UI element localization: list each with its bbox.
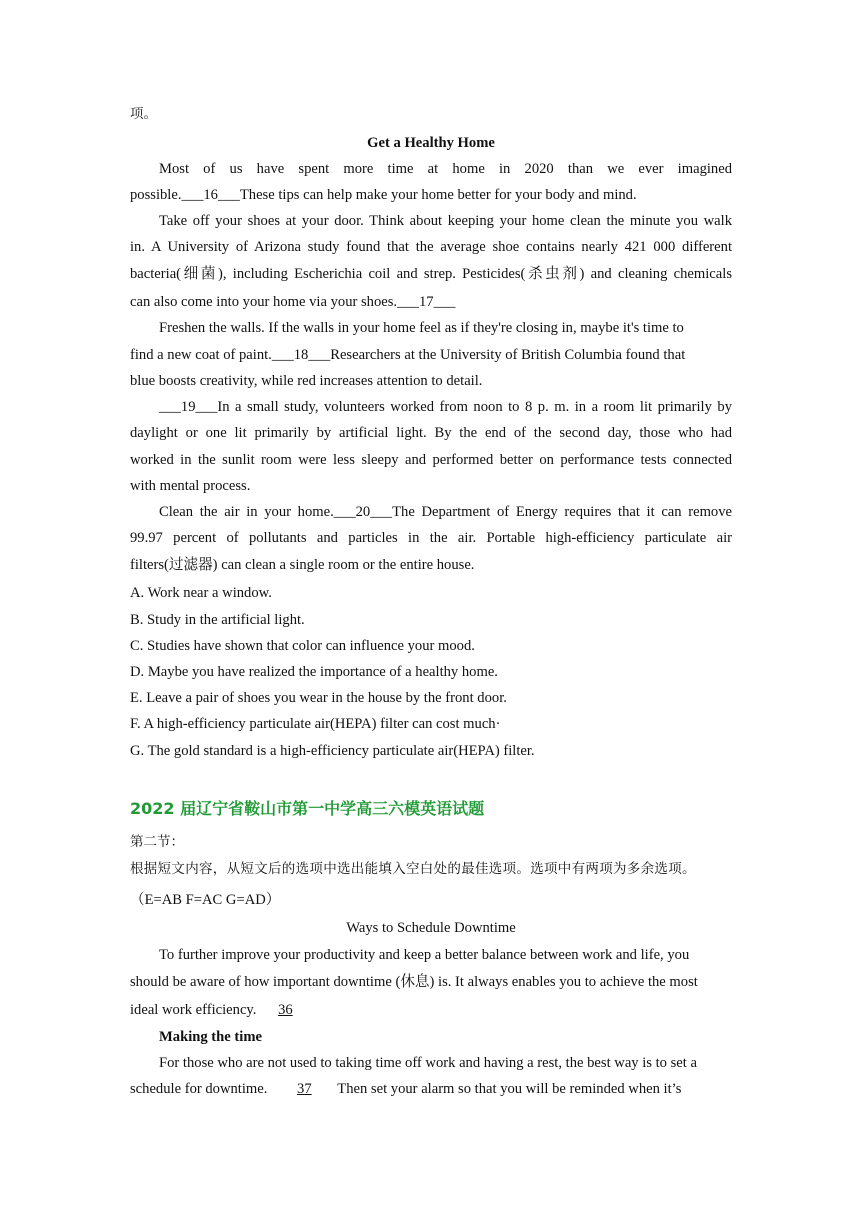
paragraph-line: can also come into your home via your shoes.___17___ — [130, 294, 456, 310]
paragraph-text: ideal work efficiency. — [130, 1002, 257, 1018]
paragraph-line: with mental process. — [130, 478, 251, 494]
answer-note: （E=AB F=AC G=AD） — [130, 892, 281, 908]
passage-title: Ways to Schedule Downtime — [346, 920, 516, 936]
paragraph-text: Then set your alarm so that you will be reminded when it’s — [337, 1081, 682, 1097]
paragraph-text: schedule for downtime. — [130, 1081, 268, 1097]
exam-heading: 2022 届辽宁省鞍山市第一中学高三六模英语试题 — [130, 799, 485, 818]
option-a: A. Work near a window. — [130, 585, 272, 601]
paragraph-line: blue boosts creativity, while red increases attention to detail. — [130, 373, 483, 389]
paragraph-line: filters(过滤器) can clean a single room or the entire house. — [130, 557, 475, 573]
subheading: Making the time — [159, 1029, 262, 1045]
option-g: G. The gold standard is a high-efficiency particulate air(HEPA) filter. — [130, 743, 535, 759]
paragraph-line: possible.___16___These tips can help make your home better for your body and mind. — [130, 187, 637, 203]
instructions: 根据短文内容，从短文后的选项中选出能填入空白处的最佳选项。选项中有两项为多余选项。 — [130, 861, 696, 877]
question-fragment: 项。 — [130, 106, 157, 122]
answer-blank-37: 37 — [297, 1081, 312, 1097]
option-c: C. Studies have shown that color can influence your mood. — [130, 638, 475, 654]
paragraph-line: For those who are not used to taking time off work and having a rest, the best way is to set a — [159, 1055, 697, 1071]
paragraph-line — [130, 1000, 732, 1020]
section-label: 第二节： — [130, 834, 184, 850]
paragraph-line: find a new coat of paint.___18___Researchers at the University of British Columbia found that — [130, 347, 686, 363]
paragraph-line: daylight or one lit primarily by artificial light. By the end of the second day, those who had — [130, 425, 732, 441]
paragraph-line: Freshen the walls. If the walls in your home feel as if they're closing in, maybe it's time to — [159, 320, 684, 336]
paragraph-line: in. A University of Arizona study found that the average shoe contains nearly 421 000 different — [130, 239, 732, 255]
paragraph-line: worked in the sunlit room were less sleepy and performed better on performance tests connected — [130, 452, 732, 468]
paragraph-line: ___19___In a small study, volunteers worked from noon to 8 p. m. in a room lit primarily by — [159, 399, 732, 415]
paragraph-line: bacteria(细菌), including Escherichia coil and strep. Pesticides(杀虫剂) and cleaning chemicals — [130, 266, 732, 282]
paragraph-line: should be aware of how important downtime (休息) is. It always enables you to achieve the most — [130, 974, 698, 990]
paragraph-line: Most of us have spent more time at home in 2020 than we ever imagined — [159, 161, 732, 177]
option-f: F. A high-efficiency particulate air(HEPA) filter can cost much· — [130, 716, 501, 732]
paragraph-line: Clean the air in your home.___20___The Department of Energy requires that it can remove — [159, 504, 732, 520]
option-e: E. Leave a pair of shoes you wear in the house by the front door. — [130, 690, 507, 706]
option-b: B. Study in the artificial light. — [130, 612, 305, 628]
paragraph-line — [130, 1079, 732, 1099]
option-d: D. Maybe you have realized the importance of a healthy home. — [130, 664, 498, 680]
answer-blank-36: 36 — [278, 1002, 293, 1018]
passage-title: Get a Healthy Home — [367, 135, 495, 151]
paragraph-line: To further improve your productivity and keep a better balance between work and life, you — [159, 947, 690, 963]
paragraph-line: Take off your shoes at your door. Think about keeping your home clean the minute you walk — [159, 213, 732, 229]
paragraph-line: 99.97 percent of pollutants and particles in the air. Portable high-efficiency particulate air — [130, 530, 732, 546]
